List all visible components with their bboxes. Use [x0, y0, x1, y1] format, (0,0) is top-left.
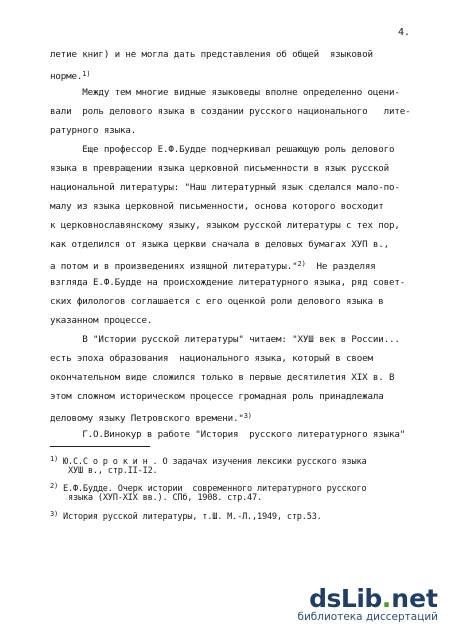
footnote-mark: 2): [50, 482, 59, 490]
text-line: взгляда Е.Ф.Будде на происхождение литературного языка, ряд совет-: [50, 277, 406, 288]
text-line: к церковнославянскому языку, языком русской литературы с тех пор,: [50, 220, 400, 231]
footnote-line: ХУШ в., стр.II-I2.: [68, 466, 158, 476]
footnote-text: Ю.С.С о р о к и н . О задачах изучения лексики русского языка: [63, 457, 367, 467]
text-line: есть эпоха образования национального языка, который в своем: [50, 353, 373, 364]
text-line: летие книг) и не могла дать представления об общей языковой: [50, 49, 373, 60]
text-line: Г.О.Винокур в работе "История русского литературного языка": [50, 429, 406, 440]
text-fragment: а потом и в произведениях изящной литературы.": [50, 261, 298, 272]
text-line: национальной литературы: "Наш литературный язык сделался мало-по-: [50, 182, 400, 193]
footnote-line: языка (ХУП-XIX вв.). СПб, 1908. стр.47.: [68, 493, 262, 503]
footnote-ref: 3): [243, 412, 252, 420]
text-line: окончательном виде сложился только в первые десятилетия XIX в. В: [50, 372, 395, 383]
text-line: ских филологов соглашается с его оценкой роли делового языка в: [50, 296, 384, 307]
footnote-text: История русской литературы, т.Ш. М.-Л.,1949, стр.53.: [63, 512, 322, 522]
watermark-subtitle: библиотека диссертаций: [297, 611, 438, 623]
dslib-watermark[interactable]: [297, 584, 438, 623]
text-line: как отделился от языка церкви сначала в деловых бумагах ХУП в.,: [50, 239, 390, 250]
watermark-dot: .: [381, 584, 392, 613]
footnote-mark: 1): [50, 455, 59, 463]
footnote-ref: 1): [82, 70, 91, 78]
footnote-separator: [50, 446, 150, 447]
footnote-mark: 3): [50, 510, 59, 518]
text-line: В "Истории русской литературы" читаем: "ХУШ век в России...: [50, 334, 400, 345]
text-line: Еще профессор Е.Ф.Будде подчеркивал решающую роль делового: [50, 144, 395, 155]
watermark-logo: [297, 584, 438, 613]
text-line: вали роль делового языка в создании русского национального лите-: [50, 106, 411, 117]
text-line: [50, 69, 90, 82]
text-line: указанном процессе.: [50, 315, 153, 326]
page-number: 4.: [398, 27, 411, 38]
footnote-ref: 2): [297, 260, 306, 268]
text-line: языка в превращении языка церковной письменности в язык русской: [50, 163, 390, 174]
text-fragment: деловому языку Петровского времени.": [50, 413, 244, 424]
text-fragment: Не разделяя: [305, 261, 376, 272]
text-line: малу из языка церковной письменности, основа которого восходит: [50, 201, 384, 212]
watermark-name: dsLib: [309, 584, 382, 613]
watermark-tld: net: [391, 584, 438, 613]
text-line: ратурного языка.: [50, 125, 137, 136]
text-line: [50, 411, 252, 424]
footnote-text: Е.Ф.Будде. Очерк истории современного литературного русского: [63, 484, 367, 494]
text-line: этом сложном историческом процессе громадная роль принадлежала: [50, 391, 384, 402]
text-line: [50, 259, 376, 272]
text-fragment: норме.: [50, 71, 83, 82]
footnote-line: [50, 509, 322, 522]
text-line: Между тем многие видные языковеды вполне определенно оцени-: [50, 87, 400, 98]
